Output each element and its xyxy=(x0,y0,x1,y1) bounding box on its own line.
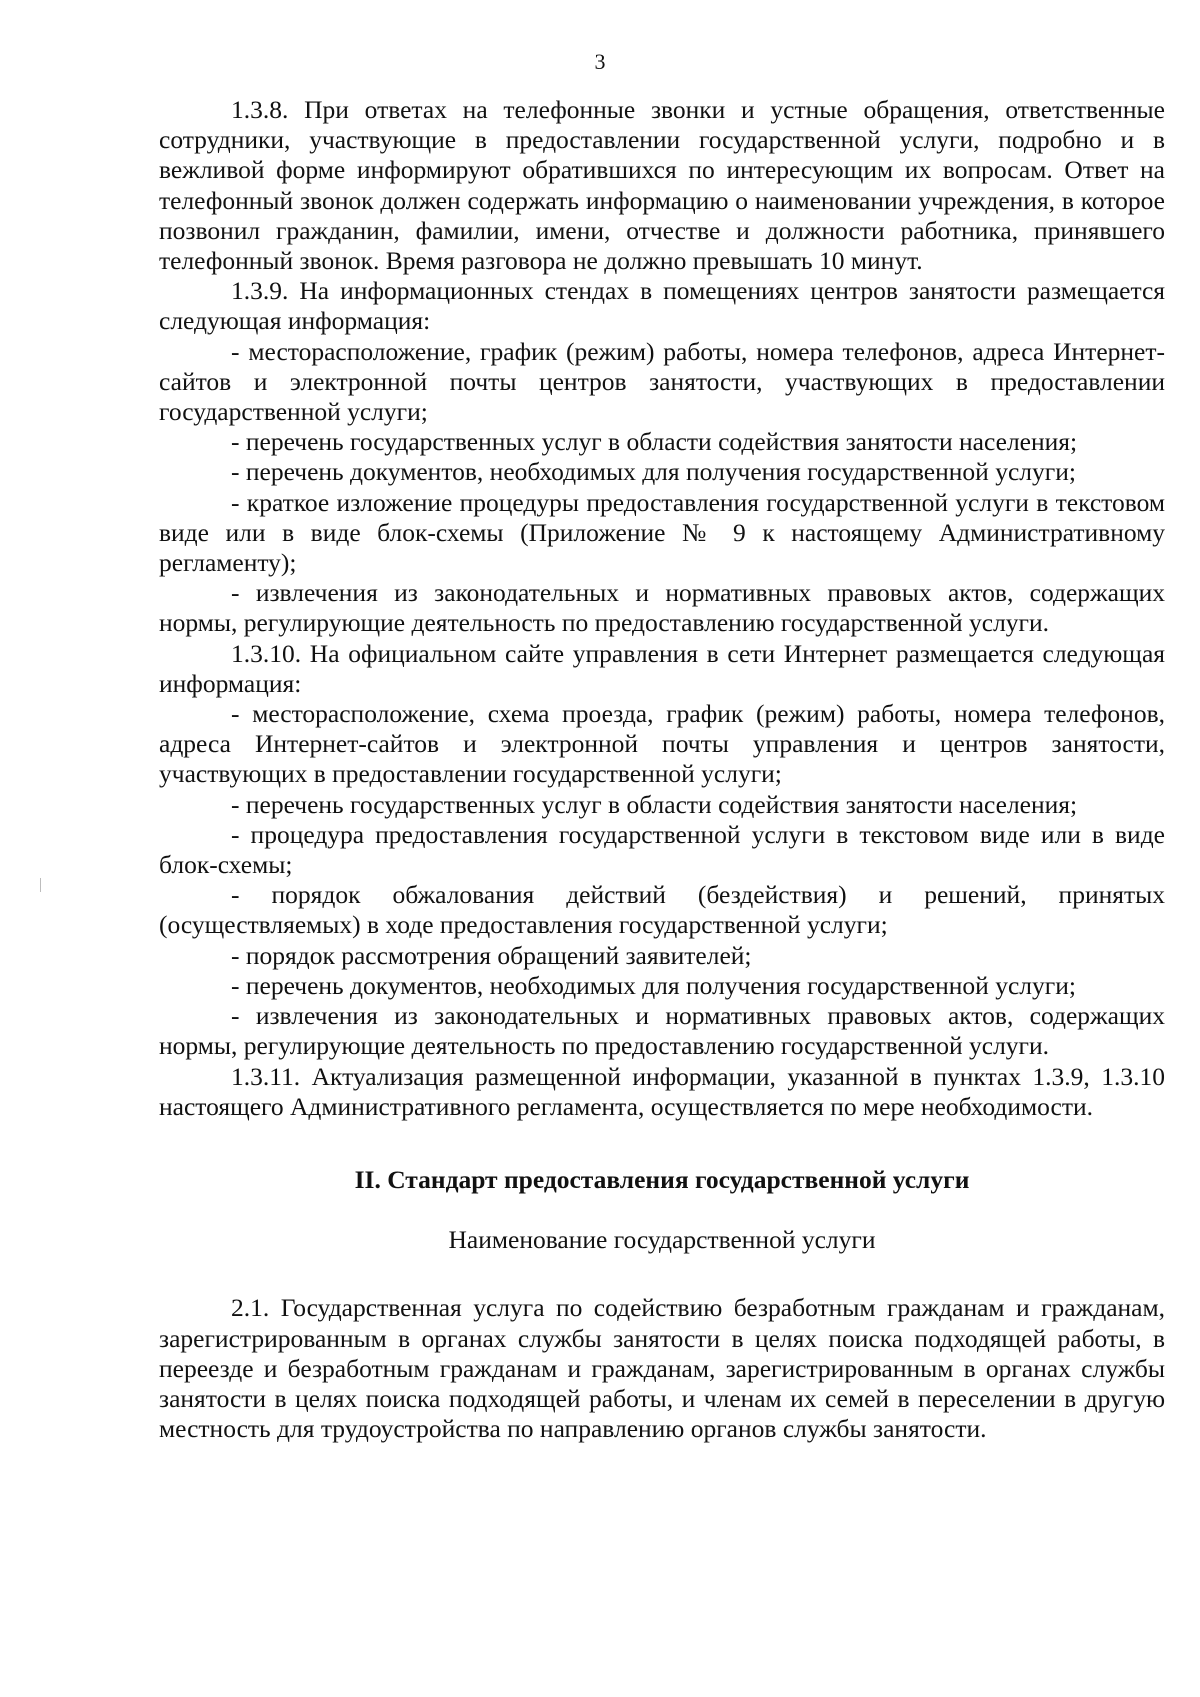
list-item-appeal-order: - порядок обжалования действий (бездействия) и решений, принятых (осуществляемых) в ходе предоставления государственной услуги; xyxy=(159,880,1165,940)
list-item-documents-list-2: - перечень документов, необходимых для получения государственной услуги; xyxy=(231,970,1076,1000)
page-number: 3 xyxy=(594,49,606,74)
document-body xyxy=(159,95,1165,1444)
list-item-procedure-summary: - краткое изложение процедуры предоставления государственной услуги в текстовом виде или в виде блок-схемы (Приложение № 9 к настоящему Административному регламенту); xyxy=(159,487,1165,578)
paragraph-2-1: 2.1. Государственная услуга по содействию безработным гражданам и гражданам, зарегистрированным в органах службы занятости в целях поиска подходящей работы, в переезде и безработным гражданам и гражданам, зарегистрированным в органах службы занятости в целях поиска подходящей работы, и членам их семей в переселении в другую местность для трудоустройства по направлению органов службы занятости. xyxy=(159,1293,1165,1444)
paragraph-1-3-8: 1.3.8. При ответах на телефонные звонки и устные обращения, ответственные сотрудники, участвующие в предоставлении государственной услуги, подробно и в вежливой форме информируют обратившихся по интересующим их вопросам. Ответ на телефонный звонок должен содержать информацию о наименовании учреждения, в которое позвонил гражданин, фамилии, имени, отчестве и должности работника, принявшего телефонный звонок. Время разговора не должно превышать 10 минут. xyxy=(159,95,1165,276)
list-item-documents-list: - перечень документов, необходимых для получения государственной услуги; xyxy=(231,457,1076,487)
list-item-services-list: - перечень государственных услуг в области содействия занятости населения; xyxy=(231,427,1078,457)
list-item-services-list-2: - перечень государственных услуг в области содействия занятости населения; xyxy=(231,789,1078,819)
paragraph-1-3-11: 1.3.11. Актуализация размещенной информации, указанной в пунктах 1.3.9, 1.3.10 настоящего Административного регламента, осуществляется по мере необходимости. xyxy=(159,1061,1165,1121)
paragraph-1-3-9: 1.3.9. На информационных стендах в помещениях центров занятости размещается следующая информация: xyxy=(159,276,1165,336)
list-item-location-route: - месторасположение, схема проезда, график (режим) работы, номера телефонов, адреса Интернет-сайтов и электронной почты управления и центров занятости, участвующих в предоставлении государственной услуги; xyxy=(159,699,1165,789)
scan-artifact-mark xyxy=(40,878,41,892)
list-item-procedure: - процедура предоставления государственной услуги в текстовом виде или в виде блок-схемы; xyxy=(159,819,1165,880)
section-heading: II. Стандарт предоставления государственной услуги xyxy=(354,1164,970,1194)
paragraph-1-3-10: 1.3.10. На официальном сайте управления в сети Интернет размещается следующая информация: xyxy=(159,638,1165,698)
list-item-appeals-review: - порядок рассмотрения обращений заявителей; xyxy=(231,940,752,970)
list-item-legal-extracts-2: - извлечения из законодательных и нормативных правовых актов, содержащих нормы, регулирующие деятельность по предоставлению государственной услуги. xyxy=(159,1001,1165,1061)
section-subheading: Наименование государственной услуги xyxy=(448,1225,876,1255)
list-item-location-schedule: - месторасположение, график (режим) работы, номера телефонов, адреса Интернет-сайтов и электронной почты центров занятости, участвующих в предоставлении государственной услуги; xyxy=(159,336,1165,427)
list-item-legal-extracts: - извлечения из законодательных и нормативных правовых актов, содержащих нормы, регулирующие деятельность по предоставлению государственной услуги. xyxy=(159,578,1165,638)
